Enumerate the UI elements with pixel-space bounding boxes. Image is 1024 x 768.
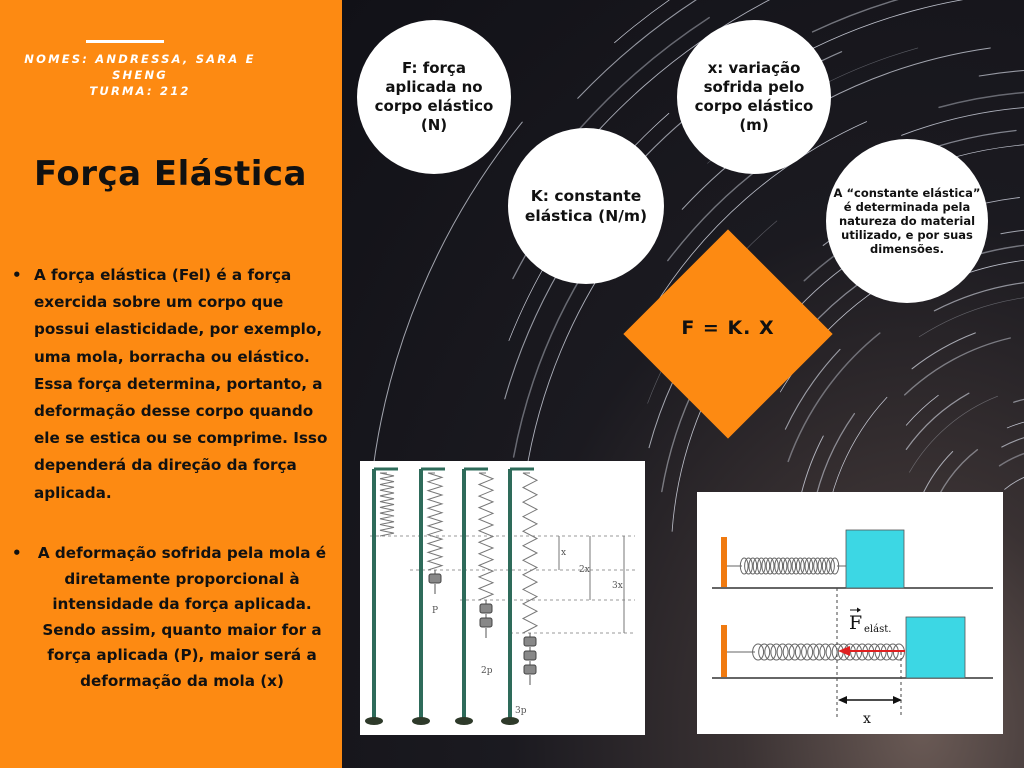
deformation-label-x: x bbox=[561, 548, 567, 558]
spring-coil bbox=[428, 473, 442, 570]
star-trail-arc bbox=[1007, 420, 1024, 428]
names-text: NOMES: ANDRESSA, SARA E SHENG bbox=[24, 52, 256, 82]
star-trail-arc bbox=[1002, 432, 1024, 447]
weight-block bbox=[429, 574, 441, 583]
left-panel bbox=[0, 0, 342, 768]
weight-block bbox=[480, 618, 492, 627]
star-trail-arc bbox=[813, 0, 987, 32]
bullet-item-definition bbox=[12, 262, 336, 507]
decorative-line bbox=[86, 40, 164, 43]
bullet-text: A deformação sofrida pela mola é diretamente proporcional à intensidade da força aplicada. Sendo assim, quanto maior for a força aplicada (P), maior será a deformação da mola (x) bbox=[37, 544, 327, 690]
circle-force: F: força aplicada no corpo elástico (N) bbox=[357, 20, 511, 174]
pole-base bbox=[412, 717, 430, 725]
spring-coil-stretched bbox=[777, 644, 788, 660]
star-trail-arc bbox=[979, 69, 1024, 76]
weight-label-p: P bbox=[432, 606, 439, 616]
deformation-label-2x: 2x bbox=[579, 565, 590, 575]
spring-coil-stretched bbox=[802, 644, 813, 660]
spring-coil-stretched bbox=[826, 644, 837, 660]
weight-block bbox=[524, 637, 536, 646]
turma-text: TURMA: 212 bbox=[89, 84, 191, 98]
star-trail-arc bbox=[905, 338, 1011, 395]
star-trail-arc bbox=[922, 452, 953, 497]
star-trail-arc bbox=[906, 395, 938, 425]
wall-top bbox=[721, 537, 727, 587]
deformation-label-3x: 3x bbox=[612, 581, 623, 591]
circle-variation: x: variação sofrida pelo corpo elástico (m) bbox=[677, 20, 831, 174]
star-trail-arc bbox=[801, 436, 823, 494]
star-trail-arc bbox=[1014, 395, 1024, 402]
page-title: Força Elástica bbox=[34, 154, 307, 194]
star-trail-arc bbox=[1001, 228, 1024, 234]
header-names bbox=[20, 51, 260, 99]
bullet-dot-icon: • bbox=[12, 544, 22, 562]
star-trail-arc bbox=[912, 333, 975, 369]
circle-constant-note: A “constante elástica” é determinada pela natureza do material utilizado, e por suas dimensões. bbox=[826, 139, 988, 303]
star-trail-arc bbox=[371, 122, 522, 487]
bullet-text: A força elástica (Fel) é a força exercida sobre um corpo que possui elasticidade, por exemplo, uma mola, borracha ou elástico. Essa força determina, portanto, a deformação desse corpo quando ele se estica ou se comprime. Isso dependerá da direção da força aplicada. bbox=[34, 266, 328, 502]
weight-block bbox=[480, 604, 492, 613]
weight-label-2p: 2p bbox=[481, 666, 493, 676]
formula-text: F = K. X bbox=[681, 317, 775, 339]
weight-block bbox=[524, 665, 536, 674]
bullet-dot-icon: • bbox=[12, 266, 22, 284]
spring-coil-stretched bbox=[771, 644, 782, 660]
block-stretched bbox=[906, 617, 965, 678]
weight-label-3p: 3p bbox=[515, 706, 527, 716]
star-trail-arc bbox=[964, 0, 1024, 17]
spring-coil-stretched bbox=[814, 644, 825, 660]
wall-bottom bbox=[721, 625, 727, 677]
force-subscript: elást. bbox=[864, 624, 892, 635]
force-label: F bbox=[849, 612, 863, 634]
star-trail-arc bbox=[1000, 447, 1024, 466]
pole-base bbox=[455, 717, 473, 725]
spring-coil-stretched bbox=[795, 644, 806, 660]
pole-base bbox=[501, 717, 519, 725]
bullet-item-proportional bbox=[12, 541, 330, 694]
pole-base bbox=[365, 717, 383, 725]
weight-block bbox=[524, 651, 536, 660]
displacement-label: x bbox=[863, 711, 871, 727]
star-trail-arc bbox=[902, 106, 1024, 135]
spring-coil-stretched bbox=[783, 644, 794, 660]
block-spring-figure bbox=[697, 492, 1003, 734]
star-trail-arc bbox=[939, 91, 1024, 107]
star-trail-arc bbox=[514, 259, 592, 457]
star-trail-arc bbox=[919, 295, 1024, 337]
star-trail-arc bbox=[906, 393, 969, 449]
star-trail-arc bbox=[1005, 474, 1024, 489]
spring-coil-stretched bbox=[808, 644, 819, 660]
springs-figure bbox=[360, 461, 645, 735]
block-rest bbox=[846, 530, 904, 588]
spring-coil-stretched bbox=[820, 644, 831, 660]
spring-coil bbox=[523, 473, 537, 633]
spring-coil-stretched bbox=[765, 644, 776, 660]
circle-constant: K: constante elástica (N/m) bbox=[508, 128, 664, 284]
star-trail-arc bbox=[909, 396, 997, 472]
spring-coil-stretched bbox=[789, 644, 800, 660]
spring-coil bbox=[380, 473, 394, 536]
spring-coil-stretched bbox=[759, 644, 770, 660]
